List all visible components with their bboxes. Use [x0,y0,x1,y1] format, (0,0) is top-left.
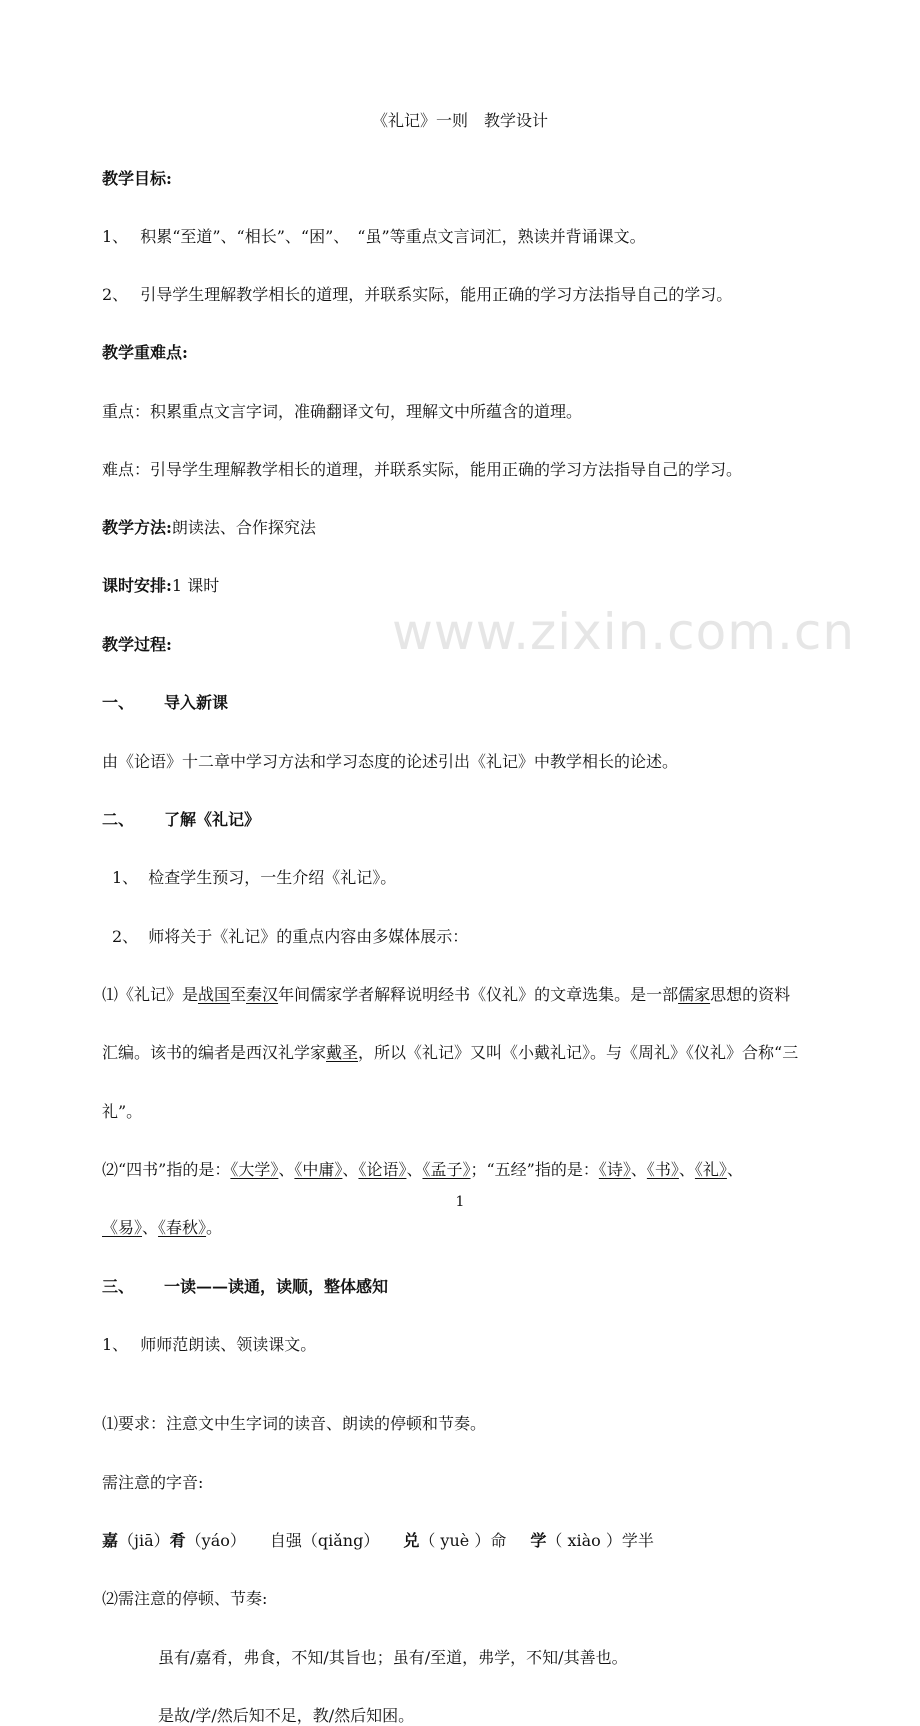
text-run: ⑵“四书”指的是： [102,1160,231,1179]
character: 学 [530,1531,547,1550]
section-2-item-1 [112,868,920,888]
method-label: 教学方法: [102,518,172,537]
page-number: 1 [455,1194,465,1210]
text-run: 年间儒家学者解释说明经书《仪礼》的文章选集。是一部 [278,985,679,1004]
text-run: 。 [206,1218,223,1237]
liji-paragraph-line-3: 礼”。 [102,1102,143,1121]
method-value: 朗读法、合作探究法 [171,518,316,537]
text-run: 至 [230,985,247,1004]
goal-item-2 [102,285,920,305]
section-1-title: 导入新课 [164,693,229,712]
section-3-num: 三、 [102,1277,135,1296]
underlined-term: 《大学》 [230,1160,279,1179]
underlined-term: 战国 [198,985,231,1004]
section-2-title: 了解《礼记》 [164,810,261,829]
pause-example-2: 是故/学/然后知不足，教/然后知困。 [158,1706,415,1725]
liji-paragraph-line-1 [102,985,920,1005]
goal-item-1-num: 1、 [102,227,129,246]
pinyin: （yáo） [185,1531,246,1550]
underlined-term: 《诗》 [598,1160,631,1179]
goal-item-1 [102,227,920,247]
section-3-heading [102,1277,920,1297]
section-2-item-2-num: 2、 [112,927,139,946]
character: 兑 [403,1531,420,1550]
goal-item-2-num: 2、 [102,285,129,304]
section-3-item-1-text: 师师范朗读、领读课文。 [140,1335,317,1354]
text-run: 、 [678,1160,695,1179]
underlined-term: 《易》 [102,1218,143,1237]
section-3-title: 一读——读通，读顺，整体感知 [164,1277,389,1296]
section-3-item-1 [102,1335,920,1355]
text-run: 、 [726,1160,743,1179]
section-2-item-2-text: 师将关于《礼记》的重点内容由多媒体展示： [148,927,469,946]
schedule-line [102,576,920,596]
section-1-num: 一、 [102,693,135,712]
character: 肴 [169,1531,186,1550]
section-2-item-1-text: 检查学生预习，一生介绍《礼记》。 [148,868,397,887]
classics-line-2 [102,1218,920,1238]
underlined-term: 戴圣 [326,1043,359,1062]
underlined-term: 儒家 [678,985,711,1004]
page-title: 《礼记》一则 教学设计 [371,111,548,130]
underlined-term: 《论语》 [358,1160,407,1179]
text-run: 、 [342,1160,359,1179]
section-1-text: 由《论语》十二章中学习方法和学习态度的论述引出《礼记》中教学相长的论述。 [102,752,679,771]
pinyin: （jiā） [118,1531,170,1550]
reading-requirement: ⑴要求：注意文中生字词的读音、朗读的停顿和节奏。 [102,1414,487,1433]
text-run: 思想的资料 [710,985,791,1004]
section-3-item-1-num: 1、 [102,1335,129,1354]
text-run: 、 [406,1160,423,1179]
pinyin: （ yuè ）命 [419,1531,507,1550]
character: 嘉 [102,1531,119,1550]
pronunciation-note: 需注意的字音: [102,1473,204,1492]
method-line [102,518,920,538]
underlined-term: 秦汉 [246,985,279,1004]
text-run: ；“五经”指的是： [470,1160,599,1179]
key-points-heading: 教学重难点: [102,343,188,362]
text-run: 、 [278,1160,295,1179]
goals-heading: 教学目标: [102,169,172,188]
key-focus: 重点：积累重点文言字词，准确翻译文句，理解文中所蕴含的道理。 [102,402,583,421]
section-2-heading [102,810,920,830]
text-run: ⑴《礼记》是 [102,985,199,1004]
pinyin: （ xiào ）学半 [546,1531,654,1550]
pause-example-1: 虽有/嘉肴，弗食，不知/其旨也；虽有/至道，弗学，不知/其善也。 [158,1648,628,1667]
text-run: 汇编。该书的编者是西汉礼学家 [102,1043,327,1062]
pronunciation-line [102,1531,920,1551]
section-1-heading [102,693,920,713]
underlined-term: 《孟子》 [422,1160,471,1179]
text-run: 、 [142,1218,159,1237]
process-heading: 教学过程: [102,635,172,654]
underlined-term: 《春秋》 [158,1218,207,1237]
underlined-term: 《中庸》 [294,1160,343,1179]
section-2-item-2 [112,927,920,947]
section-2-num: 二、 [102,810,135,829]
underlined-term: 《书》 [646,1160,679,1179]
pause-heading: ⑵需注意的停顿、节奏: [102,1589,268,1608]
watermark: www.zixin.com.cn [392,603,856,661]
section-2-item-1-num: 1、 [112,868,139,887]
goal-item-1-text: 积累“至道”、“相长”、“困”、 “虽”等重点文言词汇，熟读并背诵课文。 [140,227,646,246]
text-run: 、 [630,1160,647,1179]
key-difficulty: 难点：引导学生理解教学相长的道理，并联系实际，能用正确的学习方法指导自己的学习。 [102,460,743,479]
goal-item-2-text: 引导学生理解教学相长的道理，并联系实际，能用正确的学习方法指导自己的学习。 [140,285,733,304]
classics-line-1 [102,1160,920,1180]
schedule-label: 课时安排: [102,576,172,595]
pinyin-entry: 自强（qiǎng） [269,1531,380,1550]
schedule-value: 1 课时 [171,576,220,595]
text-run: ，所以《礼记》又叫《小戴礼记》。与《周礼》《仪礼》合称“三 [358,1043,799,1062]
underlined-term: 《礼》 [694,1160,727,1179]
liji-paragraph-line-2 [102,1043,920,1063]
